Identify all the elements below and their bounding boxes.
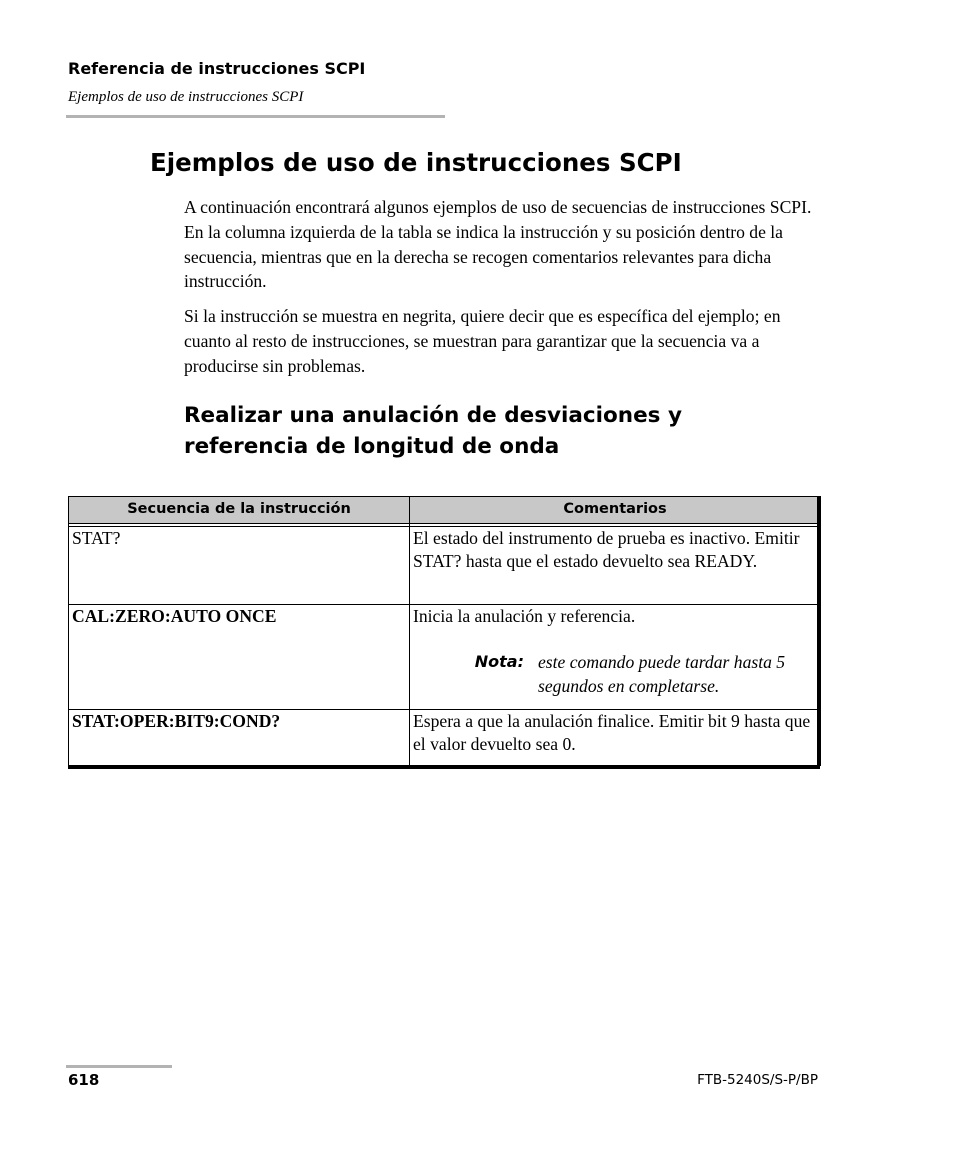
section-title: Realizar una anulación de desviaciones y referencia de longitud de onda xyxy=(184,403,682,459)
table-row xyxy=(69,710,821,766)
note-text: este comando puede tardar hasta 5 segundos en completarse. xyxy=(538,652,786,696)
column-header-sequence: Secuencia de la instrucción xyxy=(69,497,410,524)
instruction-cell: CAL:ZERO:AUTO ONCE xyxy=(69,605,410,710)
comment-cell: Espera a que la anulación finalice. Emitir bit 9 hasta que el valor devuelto sea 0. xyxy=(410,710,821,766)
comment-cell: El estado del instrumento de prueba es inactivo. Emitir STAT? hasta que el estado devuelto sea READY. xyxy=(410,527,821,605)
header-rule xyxy=(66,115,445,118)
comment-text: Inicia la anulación y referencia. xyxy=(413,606,636,626)
page-number: 618 xyxy=(68,1071,100,1089)
table-row xyxy=(69,527,821,605)
intro-paragraph: A continuación encontrará algunos ejemplos de uso de secuencias de instrucciones SCPI. En la columna izquierda de la tabla se indica la instrucción y su posición dentro de la secuencia, mientras que en la derecha se recogen comentarios relevantes para dicha instrucción. xyxy=(184,197,812,292)
table-header-row xyxy=(69,497,821,524)
product-code: FTB-5240S/S-P/BP xyxy=(697,1072,818,1088)
column-header-comments: Comentarios xyxy=(410,497,821,524)
running-head-title: Referencia de instrucciones SCPI xyxy=(68,59,366,78)
instruction-cell: STAT:OPER:BIT9:COND? xyxy=(69,710,410,766)
footer-rule xyxy=(66,1065,172,1068)
table-shadow-bottom xyxy=(68,766,820,769)
note xyxy=(413,650,816,698)
note-label: Nota: xyxy=(474,652,524,671)
instruction-table xyxy=(68,496,821,766)
bold-note-paragraph: Si la instrucción se muestra en negrita, quiere decir que es específica del ejemplo; en cuanto al resto de instrucciones, se muestran para garantizar que la secuencia va a producirse sin problemas. xyxy=(184,306,781,376)
running-head-subtitle: Ejemplos de uso de instrucciones SCPI xyxy=(68,89,304,105)
table-row xyxy=(69,605,821,710)
page-title: Ejemplos de uso de instrucciones SCPI xyxy=(150,148,682,177)
table-shadow-right xyxy=(817,496,820,769)
running-head xyxy=(68,58,445,107)
comment-cell xyxy=(410,605,821,710)
instruction-cell: STAT? xyxy=(69,527,410,605)
